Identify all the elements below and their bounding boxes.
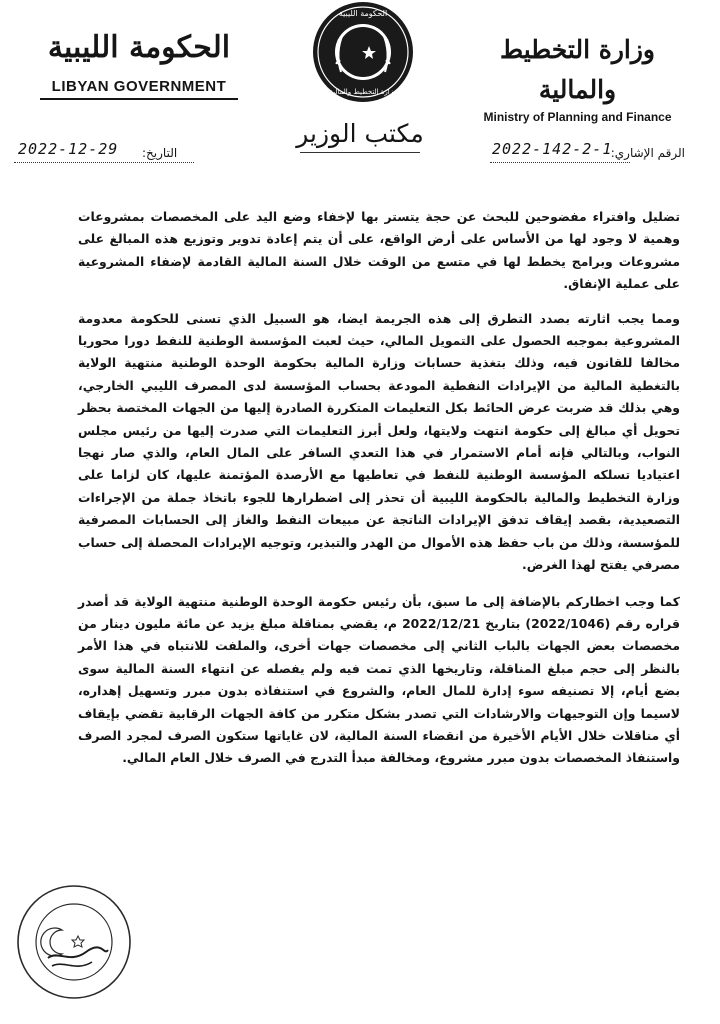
- seal-top-text: الحكومة الليبية: [338, 9, 388, 18]
- minister-office-title: مكتب الوزير: [296, 119, 424, 148]
- date-rule: [14, 162, 194, 163]
- letterhead-left: [34, 26, 244, 100]
- letterhead-rule: [40, 98, 238, 100]
- office-underline: [300, 152, 420, 153]
- ministry-name-arabic: وزارة التخطيط والمالية: [500, 35, 655, 104]
- paragraph-2: ومما يجب اثارته بصدد التطرق إلى هذه الجريمة ايضا، هو السبيل الذي تسنى للحكومة معدومة المشروعية بموجبه الحصول على التمويل المالي، حيث لعبت المؤسسة الوطنية للنفط دورا محوريا مخالفا للقانون فيه، وذلك بتغذية حسابات وزارة المالية بحكومة الوحدة الوطنية منتهية الولاية بالتغطية المالية من الإيرادات النفطية المودعة بحساب المؤسسة لدى المصرف الليبي الخارجي، وهي بذلك قد ضربت عرض الحائط بكل التعليمات المتكررة الصادرة إليها من الجهات المختصة بحظر تحويل أي مبالغ إلى حكومة انتهت ولايتها، ولعل أبرز التعليمات التي صدرت إليها من رئيس مجلس النواب، وبالتالي فإنه أمام الاستمرار في هذا التعدي السافر على المال العام، والذي صار نهجا اعتياديا تسلكه المؤسسة الوطنية للنفط في تعاطيها مع الأرصدة المؤتمنة عليها، كان لزاما على وزارة التخطيط والمالية بالحكومة الليبية أن تحذر إلى اضطرارها للجوء باتخاذ جملة من الإجراءات التصعيدية، بقصد إيقاف تدفق الإيرادات الناتجة عن مبيعات النفط والغاز إلى الحسابات المصرفية للمؤسسة، وذلك من باب حفظ هذه الأموال من الهدر والتبذير، وتوجيه الإيرادات المحصلة إلى حساب مصرفي يفتح لهذا الغرض.: [78, 310, 680, 573]
- reference-label: الرقم الإشاري:: [610, 146, 685, 160]
- seal-bottom-text: وزارة التخطيط والمالية: [329, 88, 397, 96]
- paragraph-3: كما وجب اخطاركم بالإضافة إلى ما سبق، بأن رئيس حكومة الوحدة الوطنية منتهية الولاية قد أصدر قراره رقم (2022/1046) بتاريخ 2022/12/21 م، يقضي بمناقلة مبلغ يزيد عن مائة مليون دينار من مخصصات بعض الجهات بالباب الثاني إلى مخصصات جهات أخرى، والملفت للانتباه في هذا الأمر بالنظر إلى حجم مبلغ المناقلة، وتاريخها الذي تمت فيه ولم يفصله عن انتهاء السنة المالية سوى بضع أيام، إلا تصنيفه سوء إدارة للمال العام، والشروع في استنفاذه بدون مبرر وتسهيل إهداره، لاسيما وإن التوجيهات والارشادات التي تصدر بشكل متكرر من كافة الجهات الرقابية تقضي بإيقاف أي مناقلات خلال الأيام الأخيرة من انقضاء السنة المالية، لان غاياتها ستكون الصرف لمجرد الصرف واستنفاذ المخصصات بدون مبرر مشروع، ومخالفة مبدأ التدرج في الصرف خلال العام المالي.: [78, 593, 680, 766]
- letter-body: [78, 206, 680, 770]
- paragraph-1: تضليل وافتراء مفضوحين للبحث عن حجة يتستر بها لإخفاء وضع اليد على المخصصات بمشروعات وهمية لا وجود لها من الأساس على أرض الواقع، على أن يتم إعادة تدوير وتوزيع هذه المبالغ على مشروعات وبرامج يخطط لها في متسع من الوقت خلال السنة المالية القادمة لإضفاء المشروعية على عملية الإنفاق.: [78, 209, 680, 292]
- government-name-arabic: الحكومة الليبية: [47, 30, 231, 65]
- ministry-name-english: Ministry of Planning and Finance: [483, 110, 672, 124]
- government-name-english: LIBYAN GOVERNMENT: [51, 78, 227, 95]
- letterhead-right: [465, 30, 690, 124]
- reference-value: 2022-142-2-1: [492, 140, 613, 158]
- date-value: 2022-12-29: [18, 140, 119, 158]
- reference-rule: [490, 162, 630, 163]
- date-label: التاريخ:: [142, 146, 178, 160]
- government-seal-icon: [311, 0, 415, 104]
- ministry-stamp-icon: [12, 880, 136, 1004]
